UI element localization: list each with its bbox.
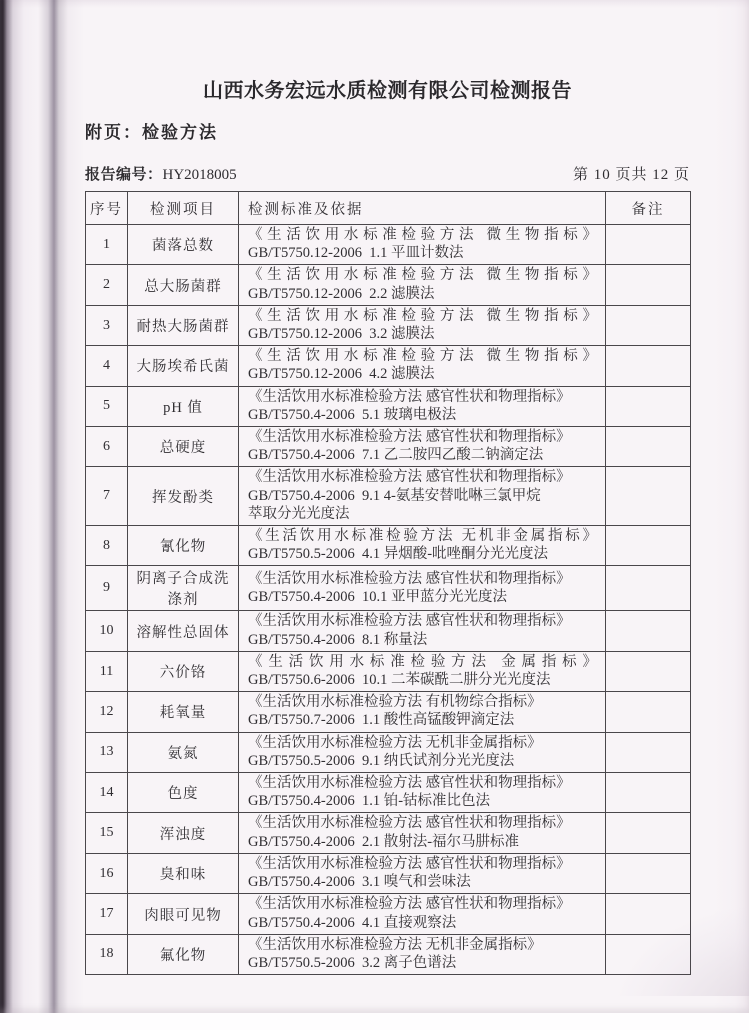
table-row: [86, 773, 691, 813]
col-header-index: 序号: [86, 192, 128, 225]
row-num: 13: [86, 732, 128, 772]
row-num: 10: [86, 611, 128, 651]
row-item: 肉眼可见物: [128, 894, 239, 934]
row-method-cell: [239, 692, 606, 732]
row-method-cell: [239, 773, 606, 813]
row-method-cell: [239, 732, 606, 772]
method-line: GB/T5750.6-2006 10.1 二苯碳酰二肼分光光度法: [248, 672, 551, 689]
method-line: 《生活饮用水标准检验方法 感官性状和物理指标》: [248, 896, 571, 913]
method-line: 《生活饮用水标准检验方法 感官性状和物理指标》: [248, 570, 571, 587]
row-method-cell: [239, 346, 606, 386]
row-remark: [606, 651, 691, 691]
row-remark: [606, 692, 691, 732]
table-row: [86, 386, 691, 426]
method-line: GB/T5750.4-2006 10.1 亚甲蓝分光光度法: [248, 588, 507, 605]
methods-table-body: [86, 225, 691, 975]
report-title: 山西水务宏远水质检测有限公司检测报告: [203, 80, 572, 102]
row-method-cell: [239, 526, 606, 566]
page-indicator: 第 10 页共 12 页: [572, 167, 690, 183]
row-remark: [606, 813, 691, 853]
row-method-cell: [239, 427, 606, 467]
method-line: 《生活饮用水标准检验方法 无机非金属指标》: [248, 734, 542, 751]
row-remark: [606, 611, 691, 651]
row-remark: [606, 305, 691, 345]
table-row: [86, 692, 691, 732]
method-line: GB/T5750.7-2006 1.1 酸性高锰酸钾滴定法: [248, 712, 515, 729]
method-line: 《生活饮用水标准检验方法 微生物指标》: [248, 267, 597, 284]
row-remark: [606, 894, 691, 934]
method-line: GB/T5750.12-2006 2.2 滤膜法: [248, 285, 435, 302]
col-header-remark: 备注: [606, 192, 691, 225]
report-page-content: [85, 0, 690, 975]
row-item: 氟化物: [128, 934, 239, 974]
method-line: 《生活饮用水标准检验方法 感官性状和物理指标》: [248, 815, 571, 832]
row-item: 耐热大肠菌群: [128, 305, 239, 345]
row-num: 1: [86, 225, 128, 265]
row-num: 5: [86, 386, 128, 426]
row-remark: [606, 773, 691, 813]
row-num: 3: [86, 305, 128, 345]
method-line: GB/T5750.4-2006 5.1 玻璃电极法: [248, 406, 457, 423]
method-line: 《生活饮用水标准检验方法 微生物指标》: [248, 227, 597, 243]
method-line: 《生活饮用水标准检验方法 感官性状和物理指标》: [248, 469, 571, 486]
method-line: GB/T5750.4-2006 9.1 4-氨基安替吡啉三氯甲烷: [248, 487, 541, 504]
table-row: [86, 651, 691, 691]
row-item: 总大肠菌群: [128, 265, 239, 305]
row-method-cell: [239, 853, 606, 893]
row-num: 15: [86, 813, 128, 853]
table-row: [86, 732, 691, 772]
row-method-cell: [239, 566, 606, 611]
row-remark: [606, 467, 691, 526]
row-remark: [606, 853, 691, 893]
row-remark: [606, 934, 691, 974]
row-remark: [606, 386, 691, 426]
row-method-cell: [239, 265, 606, 305]
report-number-label: 报告编号：: [85, 166, 163, 183]
row-item: 色度: [128, 773, 239, 813]
row-num: 7: [86, 467, 128, 526]
table-row: [86, 265, 691, 305]
row-num: 2: [86, 265, 128, 305]
row-num: 11: [86, 651, 128, 691]
row-item: 溶解性总固体: [128, 611, 239, 651]
row-num: 6: [86, 427, 128, 467]
row-item: 总硬度: [128, 427, 239, 467]
method-line: 《生活饮用水标准检验方法 金属指标》: [248, 653, 597, 670]
row-method-cell: [239, 386, 606, 426]
table-row: [86, 305, 691, 345]
row-item: 耗氧量: [128, 692, 239, 732]
method-line: 《生活饮用水标准检验方法 感官性状和物理指标》: [248, 388, 571, 405]
report-meta-row: [85, 163, 690, 184]
row-item: 氰化物: [128, 526, 239, 566]
row-remark: [606, 526, 691, 566]
method-line: 《生活饮用水标准检验方法 感官性状和物理指标》: [248, 775, 571, 792]
row-item: 氨氮: [128, 732, 239, 772]
table-row: [86, 566, 691, 611]
row-num: 9: [86, 566, 128, 611]
table-row: [86, 894, 691, 934]
method-line: 《生活饮用水标准检验方法 感官性状和物理指标》: [248, 429, 571, 446]
col-header-standard: 检测标准及依据: [239, 192, 606, 225]
method-line: GB/T5750.5-2006 4.1 异烟酸-吡唑酮分光光度法: [248, 546, 549, 563]
table-row: [86, 934, 691, 974]
method-line: 《生活饮用水标准检验方法 有机物综合指标》: [248, 694, 542, 711]
row-num: 12: [86, 692, 128, 732]
row-num: 18: [86, 934, 128, 974]
row-item: 臭和味: [128, 853, 239, 893]
row-item: 挥发酚类: [128, 467, 239, 526]
method-line: GB/T5750.12-2006 4.2 滤膜法: [248, 366, 435, 383]
row-num: 16: [86, 853, 128, 893]
row-num: 4: [86, 346, 128, 386]
row-num: 14: [86, 773, 128, 813]
row-method-cell: [239, 813, 606, 853]
row-method-cell: [239, 611, 606, 651]
method-line: 《生活饮用水标准检验方法 感官性状和物理指标》: [248, 855, 571, 872]
row-item: 大肠埃希氏菌: [128, 346, 239, 386]
method-line: GB/T5750.4-2006 2.1 散射法-福尔马肼标准: [248, 833, 520, 850]
table-row: [86, 225, 691, 265]
row-method-cell: [239, 467, 606, 526]
method-line: GB/T5750.12-2006 1.1 平皿计数法: [248, 245, 464, 262]
table-row: [86, 611, 691, 651]
row-item: 菌落总数: [128, 225, 239, 265]
table-header-row: [86, 192, 691, 225]
method-line: GB/T5750.5-2006 9.1 纳氏试剂分光光度法: [248, 752, 515, 769]
row-remark: [606, 732, 691, 772]
report-number: [85, 163, 237, 184]
method-line: 《生活饮用水标准检验方法 无机非金属指标》: [248, 936, 542, 953]
row-item: 浑浊度: [128, 813, 239, 853]
row-item: pH 值: [128, 386, 239, 426]
method-line: GB/T5750.4-2006 4.1 直接观察法: [248, 914, 457, 931]
method-line: 《生活饮用水标准检验方法 无机非金属指标》: [248, 528, 597, 545]
row-num: 8: [86, 526, 128, 566]
table-row: [86, 853, 691, 893]
method-line: GB/T5750.4-2006 3.1 嗅气和尝味法: [248, 874, 471, 891]
method-line: GB/T5750.4-2006 8.1 称量法: [248, 631, 428, 648]
table-row: [86, 427, 691, 467]
row-item: 六价铬: [128, 651, 239, 691]
method-line: 萃取分光光度法: [248, 505, 350, 522]
row-method-cell: [239, 651, 606, 691]
row-remark: [606, 265, 691, 305]
method-line: GB/T5750.4-2006 7.1 乙二胺四乙酸二钠滴定法: [248, 447, 544, 464]
methods-table: [85, 191, 691, 975]
method-line: 《生活饮用水标准检验方法 感官性状和物理指标》: [248, 613, 571, 630]
report-number-value: HY2018005: [162, 167, 237, 183]
row-remark: [606, 346, 691, 386]
row-method-cell: [239, 305, 606, 345]
row-item: 阴离子合成洗涤剂: [128, 566, 239, 611]
row-method-cell: [239, 894, 606, 934]
method-line: GB/T5750.5-2006 3.2 离子色谱法: [248, 954, 457, 971]
row-num: 17: [86, 894, 128, 934]
row-remark: [606, 225, 691, 265]
method-line: GB/T5750.4-2006 1.1 铂-钴标准比色法: [248, 793, 491, 810]
row-method-cell: [239, 225, 606, 265]
table-row: [86, 526, 691, 566]
row-method-cell: [239, 934, 606, 974]
table-row: [86, 346, 691, 386]
method-line: 《生活饮用水标准检验方法 微生物指标》: [248, 348, 597, 365]
row-remark: [606, 566, 691, 611]
col-header-item: 检测项目: [128, 192, 239, 225]
table-row: [86, 467, 691, 526]
scanner-bed-strip: [0, 1013, 749, 1030]
row-remark: [606, 427, 691, 467]
method-line: GB/T5750.12-2006 3.2 滤膜法: [248, 326, 435, 343]
method-line: 《生活饮用水标准检验方法 微生物指标》: [248, 307, 597, 324]
appendix-heading: 附页：检验方法: [85, 123, 218, 142]
table-row: [86, 813, 691, 853]
